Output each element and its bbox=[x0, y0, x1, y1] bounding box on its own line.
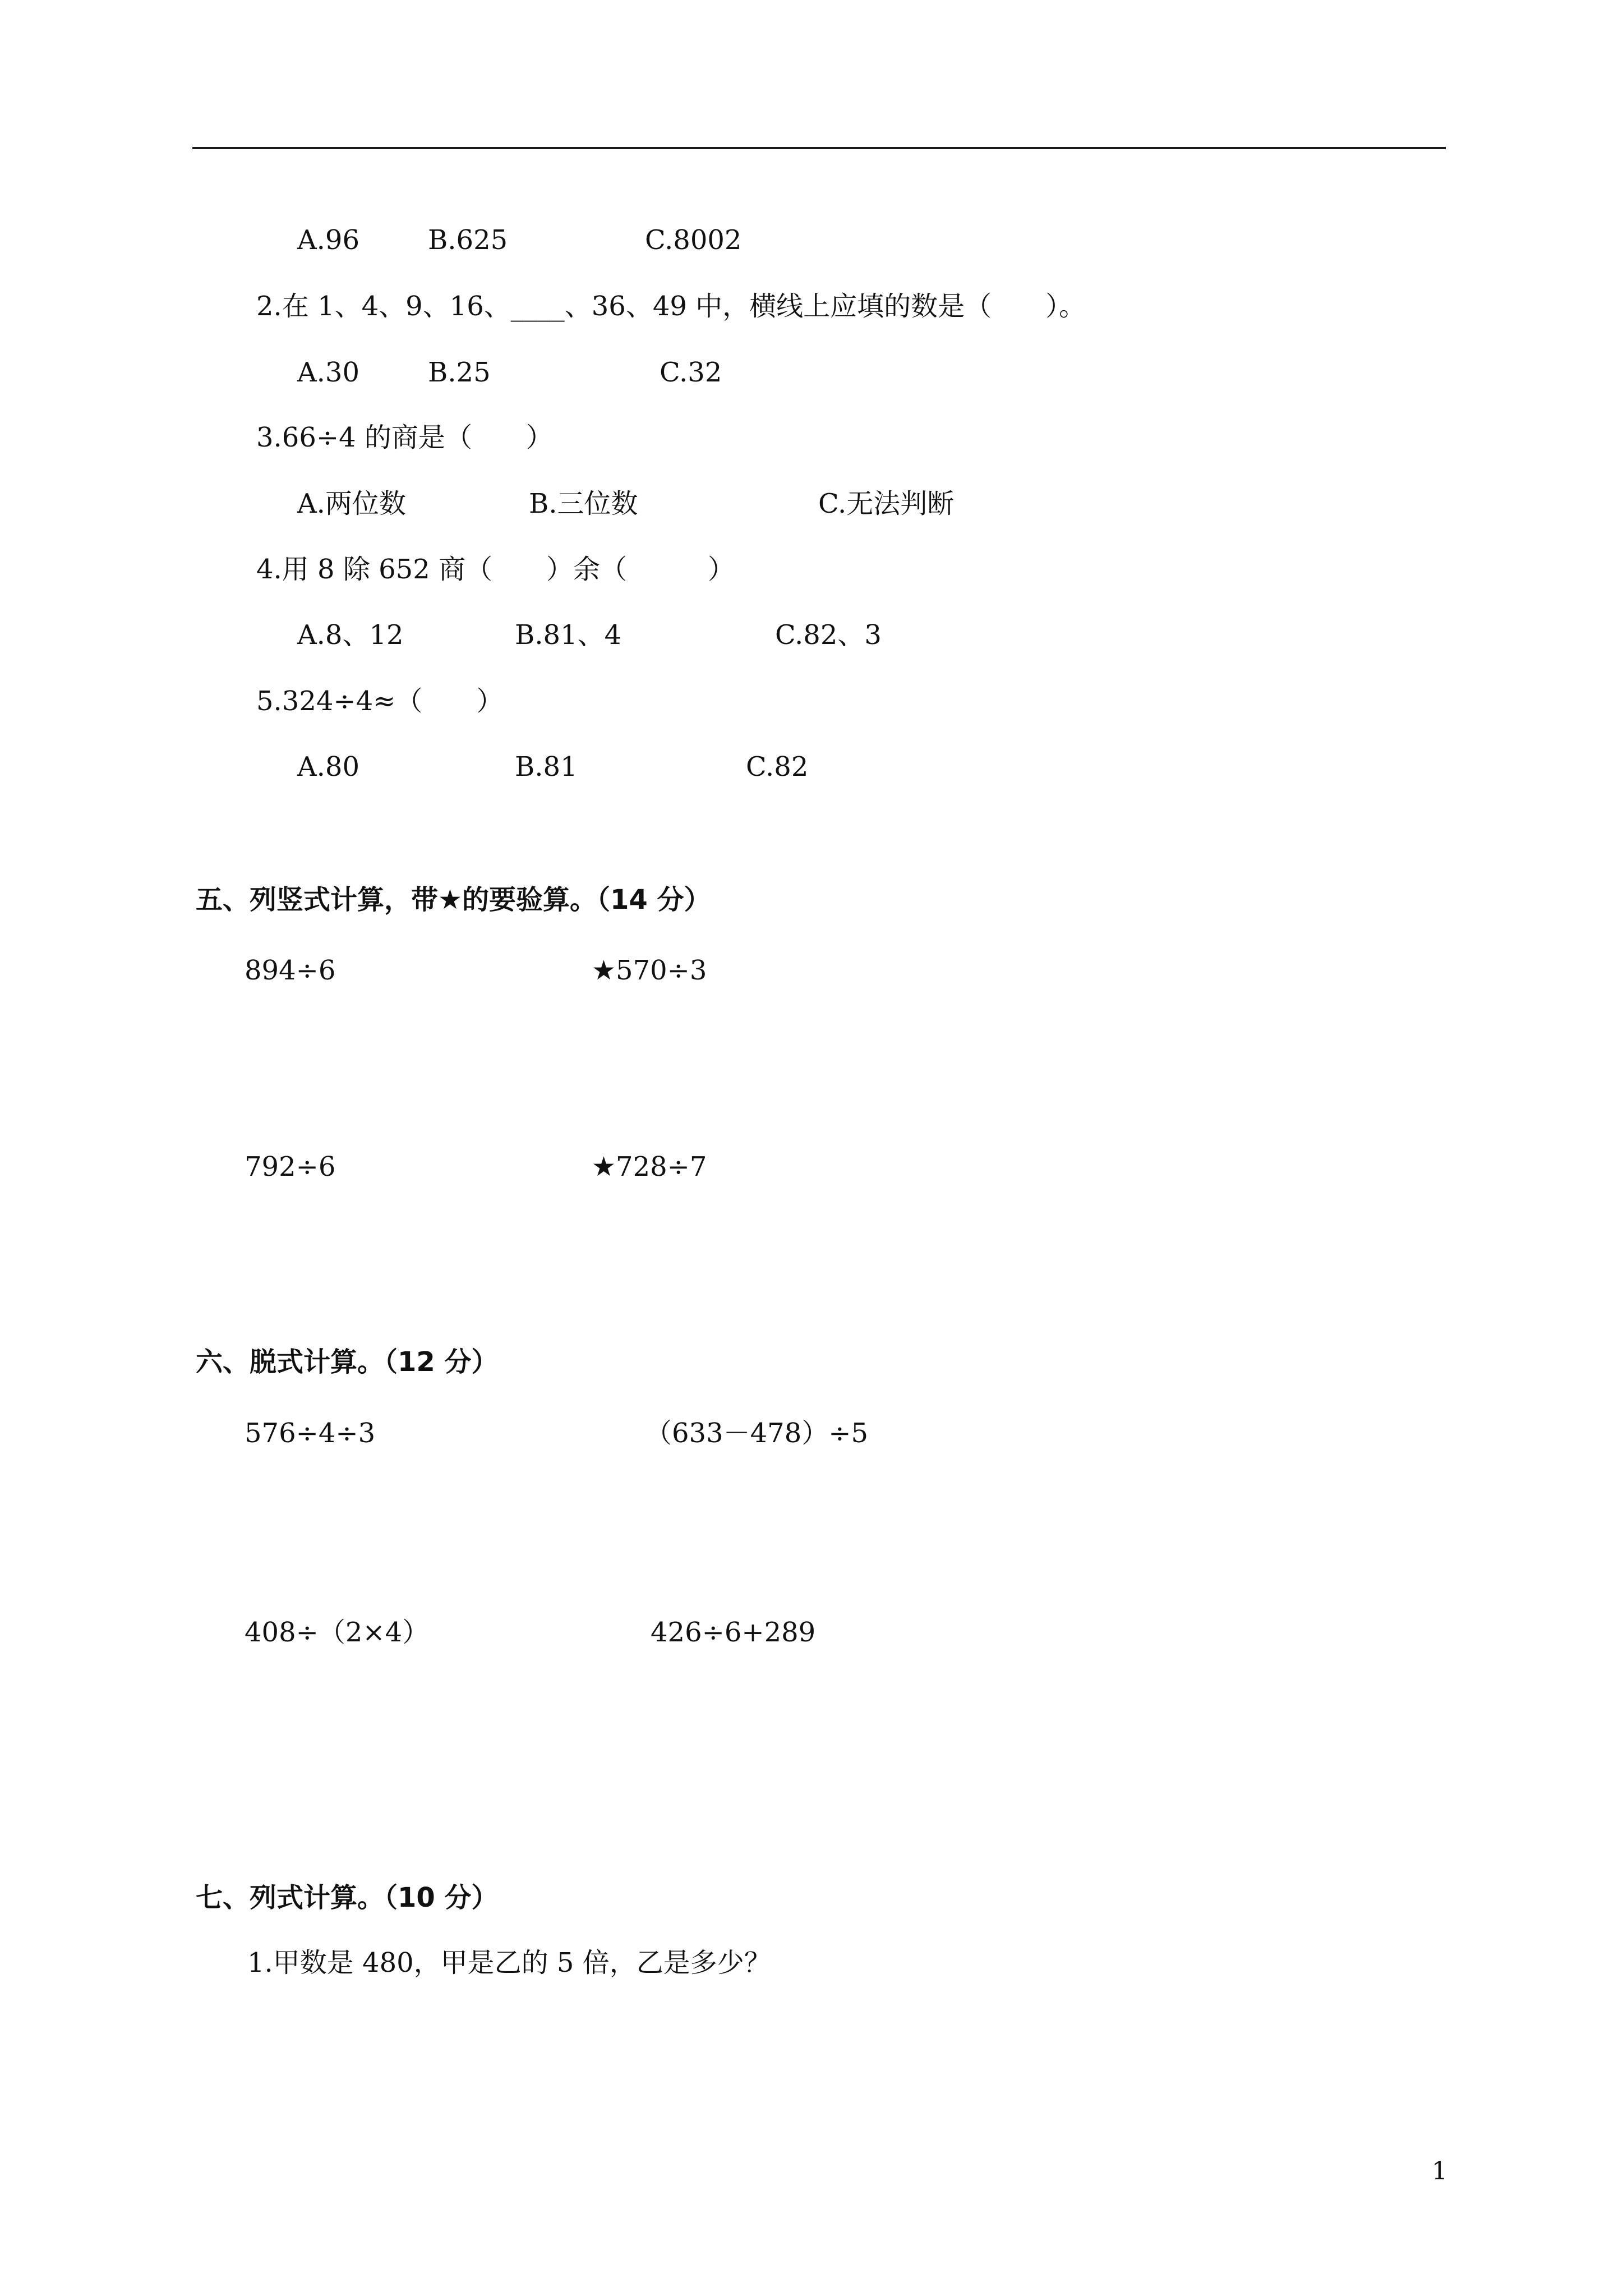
page-number: 1 bbox=[1432, 2157, 1447, 2185]
section5-item: 792÷6 bbox=[245, 1151, 336, 1182]
q5-option-c: C.82 bbox=[746, 751, 809, 783]
q3-option-c: C.无法判断 bbox=[818, 488, 955, 519]
q2-option-a: A.30 bbox=[297, 357, 359, 388]
q3-option-b: B.三位数 bbox=[529, 488, 638, 519]
q4-option-b: B.81、4 bbox=[515, 619, 622, 651]
section7-heading: 七、列式计算。（10 分） bbox=[196, 1882, 499, 1913]
q5-text: 5.324÷4≈（ ） bbox=[256, 685, 504, 717]
q3-option-a: A.两位数 bbox=[297, 488, 406, 519]
q1-option-a: A.96 bbox=[297, 224, 359, 256]
section7-question-1: 1.甲数是 480，甲是乙的 5 倍，乙是多少？ bbox=[247, 1947, 771, 1978]
q3-text: 3.66÷4 的商是（ ） bbox=[256, 422, 553, 453]
section6-item: （633－478）÷5 bbox=[645, 1418, 868, 1449]
q1-option-c: C.8002 bbox=[645, 224, 742, 256]
q2-text: 2.在 1、4、9、16、____、36、49 中，横线上应填的数是（ ）。 bbox=[256, 291, 1086, 322]
section5-item: ★728÷7 bbox=[592, 1151, 707, 1182]
q1-option-b: B.625 bbox=[428, 224, 508, 256]
section6-heading: 六、脱式计算。（12 分） bbox=[196, 1346, 499, 1378]
q5-option-b: B.81 bbox=[515, 751, 578, 783]
section6-item: 426÷6+289 bbox=[651, 1617, 816, 1648]
section6-item: 576÷4÷3 bbox=[245, 1418, 376, 1449]
q4-option-c: C.82、3 bbox=[775, 619, 882, 651]
q5-option-a: A.80 bbox=[297, 751, 359, 783]
header-rule bbox=[192, 147, 1446, 149]
q4-option-a: A.8、12 bbox=[297, 619, 404, 651]
section5-item: 894÷6 bbox=[245, 955, 336, 986]
section6-item: 408÷（2×4） bbox=[245, 1617, 430, 1648]
q4-text: 4.用 8 除 652 商（ ）余（ ） bbox=[256, 554, 735, 585]
section5-heading: 五、列竖式计算，带★的要验算。（14 分） bbox=[196, 884, 711, 915]
section5-item: ★570÷3 bbox=[592, 955, 707, 986]
q2-option-c: C.32 bbox=[660, 357, 722, 388]
q2-option-b: B.25 bbox=[428, 357, 491, 388]
